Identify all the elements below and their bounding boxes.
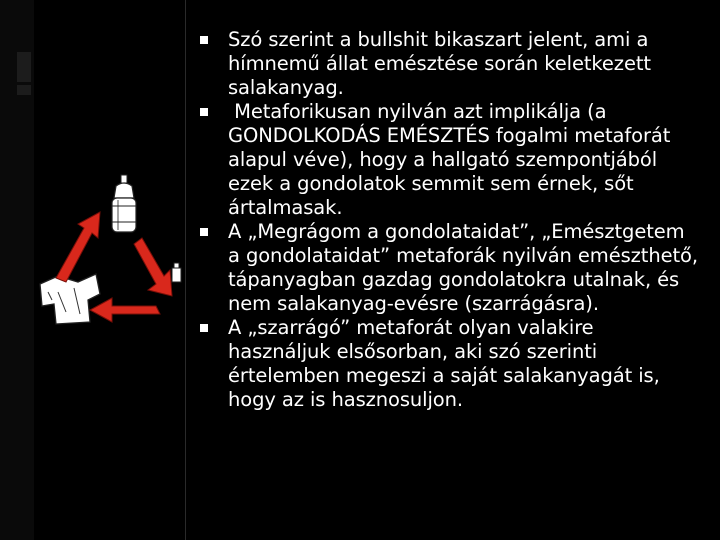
- bullet-text: A „Megrágom a gondolataidat”, „Emésztgetem a gondolataidat” metaforák nyilván emészthető, tápanyagban gazdag gondolatokra utalnak, és nem salakanyag-evésre (szarrágásra).: [228, 220, 698, 315]
- accent-block: [17, 85, 31, 95]
- square-bullet-icon: [200, 108, 208, 116]
- square-bullet-icon: [200, 36, 208, 44]
- bullet-item: [200, 28, 700, 100]
- accent-block: [17, 52, 31, 82]
- bullet-item: [200, 100, 700, 220]
- bullet-text: Metaforikusan nyilván azt implikálja (a GONDOLKODÁS EMÉSZTÉS fogalmi metaforát alapul véve), hogy a hallgató szempontjából ezek a gondolatok semmit sem érnek, sőt ártalmasak.: [228, 100, 677, 219]
- square-bullet-icon: [200, 228, 208, 236]
- bullet-item: [200, 220, 700, 316]
- bullet-item: [200, 316, 700, 412]
- bullet-text: Szó szerint a bullshit bikaszart jelent, ami a hímnemű állat emésztése során keletkezett salakanyag.: [228, 28, 651, 99]
- square-bullet-icon: [200, 324, 208, 332]
- bullet-list: [200, 28, 700, 412]
- small-bottle-icon: [172, 263, 181, 282]
- bullet-text: A „szarrágó” metaforát olyan valakire használjuk elsősorban, aki szó szerinti értelemben megeszi a saját salakanyagát is, hogy az is hasznosuljon.: [228, 316, 660, 411]
- bottle-icon: [112, 175, 136, 232]
- recycling-triangle-with-bottle-and-laundry-icon: [38, 172, 188, 342]
- laundry-icon: [40, 274, 100, 324]
